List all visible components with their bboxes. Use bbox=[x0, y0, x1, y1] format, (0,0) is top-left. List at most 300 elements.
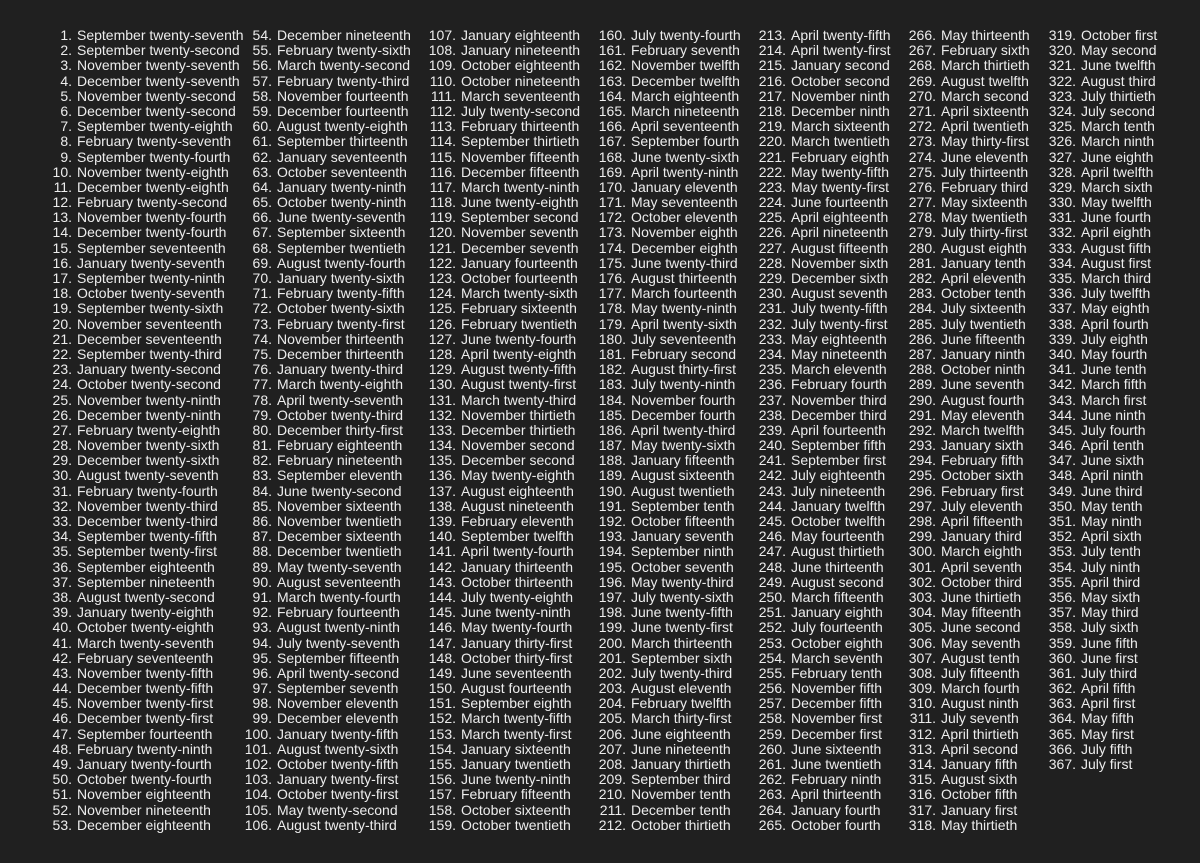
list-item bbox=[420, 195, 580, 210]
list-item bbox=[750, 104, 891, 119]
list-item-label: June thirteenth bbox=[791, 558, 884, 575]
list-item-number: 261. bbox=[758, 756, 786, 772]
list-item-label: December twenty-first bbox=[77, 710, 214, 727]
list-item-label: May fourteenth bbox=[791, 528, 885, 545]
list-item bbox=[420, 620, 580, 635]
list-item bbox=[420, 772, 580, 787]
list-item bbox=[420, 241, 580, 256]
list-item-number: 66. bbox=[252, 209, 272, 226]
list-item bbox=[750, 666, 891, 681]
list-item bbox=[900, 256, 1030, 271]
list-item-number: 334. bbox=[1048, 254, 1076, 271]
list-item bbox=[900, 119, 1030, 134]
list-item bbox=[1040, 575, 1157, 590]
list-item-number: 291. bbox=[908, 406, 936, 423]
list-item-number: 300. bbox=[908, 543, 936, 560]
list-item-label: December fifteenth bbox=[461, 163, 580, 180]
list-item-number: 162. bbox=[598, 57, 626, 74]
list-item-number: 366. bbox=[1048, 740, 1076, 757]
list-item-number: 269. bbox=[908, 72, 936, 89]
list-item-label: August thirty-first bbox=[631, 361, 737, 378]
list-item-number: 5. bbox=[60, 87, 72, 104]
list-item bbox=[420, 408, 580, 423]
list-item-label: June fifth bbox=[1081, 634, 1138, 651]
list-item-number: 251. bbox=[758, 604, 786, 621]
list-item bbox=[420, 256, 580, 271]
list-item bbox=[420, 301, 580, 316]
list-item bbox=[240, 803, 411, 818]
list-item-label: October thirty-first bbox=[461, 649, 573, 666]
list-item bbox=[900, 438, 1030, 453]
list-item bbox=[240, 742, 411, 757]
list-item-number: 50. bbox=[52, 771, 72, 788]
list-item-label: October ninth bbox=[941, 361, 1026, 378]
list-item-label: October sixteenth bbox=[461, 801, 571, 818]
list-item-number: 104. bbox=[244, 786, 272, 803]
list-item bbox=[750, 119, 891, 134]
list-item bbox=[900, 818, 1030, 833]
list-item bbox=[750, 742, 891, 757]
list-item bbox=[900, 43, 1030, 58]
list-item-label: February seventeenth bbox=[77, 649, 214, 666]
list-item bbox=[240, 286, 411, 301]
list-item-number: 227. bbox=[758, 239, 786, 256]
list-item bbox=[420, 225, 580, 240]
list-item-label: July seventh bbox=[941, 710, 1019, 727]
list-item-number: 249. bbox=[758, 573, 786, 590]
list-item-number: 124. bbox=[428, 285, 456, 302]
list-item-number: 304. bbox=[908, 604, 936, 621]
list-item-number: 303. bbox=[908, 588, 936, 605]
list-item bbox=[420, 438, 580, 453]
list-item bbox=[750, 529, 891, 544]
list-item-number: 105. bbox=[244, 801, 272, 818]
list-item bbox=[900, 408, 1030, 423]
list-item-label: January twenty-second bbox=[77, 361, 221, 378]
list-item-label: February twelfth bbox=[631, 695, 732, 712]
list-item bbox=[40, 696, 244, 711]
list-item-number: 160. bbox=[598, 27, 626, 43]
list-item bbox=[240, 711, 411, 726]
list-item-number: 307. bbox=[908, 649, 936, 666]
list-item bbox=[750, 58, 891, 73]
list-item-number: 248. bbox=[758, 558, 786, 575]
list-item-number: 327. bbox=[1048, 148, 1076, 165]
list-item-label: July thirty-first bbox=[941, 224, 1028, 241]
list-item-number: 158. bbox=[428, 801, 456, 818]
list-item bbox=[590, 195, 741, 210]
list-item-label: February twenty-fourth bbox=[77, 482, 218, 499]
list-item-label: May nineteenth bbox=[791, 345, 887, 362]
list-item-number: 25. bbox=[52, 391, 72, 408]
list-item bbox=[900, 393, 1030, 408]
list-item-number: 362. bbox=[1048, 680, 1076, 697]
list-item-label: February first bbox=[941, 482, 1024, 499]
list-item-number: 305. bbox=[908, 619, 936, 636]
list-item-number: 210. bbox=[598, 786, 626, 803]
list-item-number: 187. bbox=[598, 437, 626, 454]
list-item-label: May thirtieth bbox=[941, 816, 1018, 833]
list-item-number: 216. bbox=[758, 72, 786, 89]
list-item-label: September twentieth bbox=[277, 239, 406, 256]
list-item bbox=[240, 317, 411, 332]
list-item-label: October twelfth bbox=[791, 513, 886, 529]
list-item bbox=[420, 165, 580, 180]
list-item bbox=[240, 620, 411, 635]
list-item-label: September sixteenth bbox=[277, 224, 406, 241]
list-item-number: 278. bbox=[908, 209, 936, 226]
list-item-number: 100. bbox=[244, 725, 272, 742]
list-item bbox=[40, 180, 244, 195]
list-item-label: August tenth bbox=[941, 649, 1020, 666]
list-item bbox=[750, 408, 891, 423]
list-item-label: March twenty-fifth bbox=[461, 710, 572, 727]
list-item bbox=[240, 757, 411, 772]
list-item-number: 211. bbox=[599, 801, 626, 818]
list-item-label: November fifteenth bbox=[461, 148, 580, 165]
list-item-label: April fifth bbox=[1081, 680, 1136, 697]
list-item-number: 236. bbox=[758, 376, 786, 393]
list-item-number: 102. bbox=[244, 756, 272, 772]
list-item-number: 146. bbox=[428, 619, 456, 636]
list-item-label: January thirtieth bbox=[631, 756, 731, 772]
list-item-label: October twenty-third bbox=[277, 406, 404, 423]
list-item-number: 313. bbox=[908, 740, 936, 757]
list-item-label: February sixth bbox=[941, 42, 1030, 59]
list-item bbox=[1040, 150, 1157, 165]
list-item-number: 63. bbox=[252, 163, 272, 180]
list-item bbox=[590, 514, 741, 529]
list-item-number: 3. bbox=[60, 57, 72, 74]
list-item-label: August nineteenth bbox=[461, 497, 574, 514]
list-item-label: April eleventh bbox=[941, 270, 1026, 286]
list-item bbox=[240, 438, 411, 453]
list-item-label: December ninth bbox=[791, 102, 890, 119]
list-item bbox=[40, 271, 244, 286]
list-item-number: 333. bbox=[1048, 239, 1076, 256]
list-item bbox=[240, 544, 411, 559]
list-item-label: November twenty-second bbox=[77, 87, 236, 104]
list-item bbox=[40, 104, 244, 119]
list-item-label: October fourth bbox=[791, 816, 881, 833]
list-item bbox=[750, 787, 891, 802]
list-item bbox=[1040, 104, 1157, 119]
list-item-label: December twenty-third bbox=[77, 513, 218, 529]
list-item bbox=[900, 757, 1030, 772]
list-item-label: December twenty-fifth bbox=[77, 680, 214, 697]
list-item-label: February twentieth bbox=[461, 315, 577, 332]
list-item-number: 149. bbox=[428, 664, 456, 681]
list-item-label: March fourth bbox=[941, 680, 1020, 697]
list-item-number: 314. bbox=[908, 756, 936, 772]
list-item-label: December eleventh bbox=[277, 710, 399, 727]
list-item-number: 294. bbox=[908, 452, 936, 469]
list-item-label: December twentieth bbox=[277, 543, 402, 560]
list-item-label: May twenty-ninth bbox=[631, 300, 737, 317]
list-item-number: 235. bbox=[758, 361, 786, 378]
list-item-label: July eleventh bbox=[941, 497, 1023, 514]
list-item-label: May seventeenth bbox=[631, 194, 738, 211]
list-item-number: 194. bbox=[598, 543, 626, 560]
list-item-label: April eighteenth bbox=[791, 209, 889, 226]
list-item-label: November seventh bbox=[461, 224, 579, 241]
list-item-number: 335. bbox=[1048, 270, 1076, 286]
list-item-number: 198. bbox=[598, 604, 626, 621]
list-item-number: 244. bbox=[758, 497, 786, 514]
list-item-label: June third bbox=[1081, 482, 1143, 499]
list-item-label: January twenty-ninth bbox=[277, 178, 407, 195]
list-item bbox=[420, 377, 580, 392]
list-item bbox=[590, 347, 741, 362]
list-item-number: 121. bbox=[428, 239, 456, 256]
list-item-number: 154. bbox=[428, 740, 456, 757]
list-item-label: October third bbox=[941, 573, 1022, 590]
list-item bbox=[590, 241, 741, 256]
list-item-number: 71. bbox=[252, 285, 272, 302]
list-item bbox=[900, 150, 1030, 165]
list-item-number: 296. bbox=[908, 482, 936, 499]
list-item-number: 188. bbox=[598, 452, 626, 469]
list-item-number: 128. bbox=[428, 345, 456, 362]
list-item-label: November sixth bbox=[791, 254, 889, 271]
list-item bbox=[1040, 620, 1157, 635]
list-item-label: September twenty-first bbox=[77, 543, 218, 560]
list-item bbox=[900, 165, 1030, 180]
list-item-label: April eighth bbox=[1081, 224, 1152, 241]
list-item-label: November second bbox=[461, 437, 575, 454]
list-item bbox=[750, 225, 891, 240]
list-item-label: March seventeenth bbox=[461, 87, 581, 104]
list-item bbox=[1040, 43, 1157, 58]
list-item-label: March twenty-first bbox=[461, 725, 572, 742]
list-item bbox=[420, 787, 580, 802]
list-item-number: 151. bbox=[428, 695, 456, 712]
list-item-number: 273. bbox=[908, 133, 936, 150]
list-item-number: 77. bbox=[252, 376, 272, 393]
list-item bbox=[900, 241, 1030, 256]
list-item bbox=[420, 590, 580, 605]
list-item bbox=[1040, 408, 1157, 423]
list-item-label: November twenty-first bbox=[77, 695, 214, 712]
list-item-label: December thirty-first bbox=[277, 421, 404, 438]
list-item-label: August first bbox=[1081, 254, 1152, 271]
list-item-number: 174. bbox=[598, 239, 626, 256]
list-item-number: 344. bbox=[1048, 406, 1076, 423]
list-item-number: 8. bbox=[60, 133, 72, 150]
list-item-number: 177. bbox=[598, 285, 626, 302]
list-item-label: January eighth bbox=[791, 604, 883, 621]
list-item bbox=[750, 818, 891, 833]
list-item-number: 203. bbox=[598, 680, 626, 697]
list-item-number: 133. bbox=[428, 421, 456, 438]
list-item-label: August twenty-eighth bbox=[277, 118, 408, 135]
list-item-number: 208. bbox=[598, 756, 626, 772]
list-item-number: 64. bbox=[252, 178, 272, 195]
list-item bbox=[420, 286, 580, 301]
list-item bbox=[240, 271, 411, 286]
list-item-label: January twelfth bbox=[791, 497, 886, 514]
list-item-label: January sixteenth bbox=[461, 740, 571, 757]
list-item-label: June fourteenth bbox=[791, 194, 889, 211]
list-item-label: January nineteenth bbox=[461, 42, 581, 59]
list-item bbox=[420, 742, 580, 757]
list-item-label: February ninth bbox=[791, 771, 882, 788]
list-item-label: January thirty-first bbox=[461, 634, 573, 651]
list-item-number: 140. bbox=[428, 528, 456, 545]
list-item-number: 169. bbox=[598, 163, 626, 180]
list-item bbox=[420, 468, 580, 483]
list-item-number: 51. bbox=[52, 786, 72, 803]
list-item bbox=[900, 210, 1030, 225]
list-item bbox=[590, 560, 741, 575]
list-item-number: 246. bbox=[758, 528, 786, 545]
list-item-number: 356. bbox=[1048, 588, 1076, 605]
list-item-label: January fourth bbox=[791, 801, 881, 818]
list-item-label: July fourth bbox=[1081, 421, 1146, 438]
list-item-label: June seventeenth bbox=[461, 664, 572, 681]
list-item-label: April twenty-ninth bbox=[631, 163, 739, 180]
list-item bbox=[900, 529, 1030, 544]
list-item-number: 75. bbox=[252, 345, 272, 362]
list-item-label: July third bbox=[1081, 664, 1138, 681]
list-item bbox=[240, 134, 411, 149]
list-item-number: 364. bbox=[1048, 710, 1076, 727]
list-item-label: September seventh bbox=[277, 680, 399, 697]
list-item-label: August eighth bbox=[941, 239, 1027, 256]
list-item-number: 341. bbox=[1048, 361, 1076, 378]
list-item-label: June sixteenth bbox=[791, 740, 882, 757]
list-item-label: January seventeenth bbox=[277, 148, 407, 165]
list-item-number: 197. bbox=[598, 588, 626, 605]
list-item bbox=[590, 620, 741, 635]
list-item-label: December sixteenth bbox=[277, 528, 402, 545]
list-item bbox=[1040, 514, 1157, 529]
list-item bbox=[420, 150, 580, 165]
list-item bbox=[1040, 286, 1157, 301]
list-item-number: 150. bbox=[428, 680, 456, 697]
list-item bbox=[590, 544, 741, 559]
list-item bbox=[240, 58, 411, 73]
list-item-number: 107. bbox=[428, 27, 456, 43]
list-item-number: 245. bbox=[758, 513, 786, 529]
list-item-number: 343. bbox=[1048, 391, 1076, 408]
list-item-label: April twenty-second bbox=[277, 664, 400, 681]
list-item bbox=[240, 104, 411, 119]
list-item-number: 212. bbox=[598, 816, 626, 833]
list-item-number: 257. bbox=[758, 695, 786, 712]
list-item-number: 267. bbox=[908, 42, 936, 59]
list-item bbox=[240, 605, 411, 620]
list-item-label: December twenty-second bbox=[77, 102, 236, 119]
list-item bbox=[1040, 666, 1157, 681]
list-item-label: July twenty-third bbox=[631, 664, 733, 681]
list-item-number: 326. bbox=[1048, 133, 1076, 150]
list-item-label: February third bbox=[941, 178, 1029, 195]
list-item bbox=[900, 74, 1030, 89]
list-item bbox=[240, 28, 411, 43]
list-item bbox=[590, 605, 741, 620]
list-item-label: May sixteenth bbox=[941, 194, 1028, 211]
list-item bbox=[40, 393, 244, 408]
list-item bbox=[40, 165, 244, 180]
list-item-label: May twentieth bbox=[941, 209, 1028, 226]
list-item bbox=[40, 150, 244, 165]
list-item bbox=[900, 362, 1030, 377]
list-item-number: 99. bbox=[252, 710, 272, 727]
list-item bbox=[240, 681, 411, 696]
list-item-number: 40. bbox=[52, 619, 72, 636]
list-item bbox=[40, 605, 244, 620]
list-item-number: 270. bbox=[908, 87, 936, 104]
list-item-number: 49. bbox=[52, 756, 72, 772]
list-item-number: 195. bbox=[598, 558, 626, 575]
list-item-number: 153. bbox=[428, 725, 456, 742]
list-item-number: 358. bbox=[1048, 619, 1076, 636]
list-item-number: 78. bbox=[252, 391, 272, 408]
list-item-label: October seventeenth bbox=[277, 163, 407, 180]
list-item bbox=[590, 757, 741, 772]
list-item-label: December seventh bbox=[461, 239, 579, 256]
list-item-label: November eleventh bbox=[277, 695, 399, 712]
list-item-label: August twenty-third bbox=[277, 816, 397, 833]
list-item bbox=[590, 134, 741, 149]
list-item bbox=[40, 332, 244, 347]
list-item-number: 238. bbox=[758, 406, 786, 423]
list-item-label: June twenty-fourth bbox=[461, 330, 577, 347]
list-item bbox=[240, 301, 411, 316]
list-item-number: 256. bbox=[758, 680, 786, 697]
list-item-label: September tenth bbox=[631, 497, 735, 514]
list-item-label: July eighteenth bbox=[791, 467, 886, 484]
list-item bbox=[900, 711, 1030, 726]
list-item bbox=[590, 787, 741, 802]
list-item-label: March twenty-fourth bbox=[277, 588, 401, 605]
list-item-number: 176. bbox=[598, 270, 626, 286]
list-item-label: April second bbox=[941, 740, 1019, 757]
list-item bbox=[420, 28, 580, 43]
list-item-number: 363. bbox=[1048, 695, 1076, 712]
list-item-number: 85. bbox=[252, 497, 272, 514]
list-item-label: May second bbox=[1081, 42, 1157, 59]
list-item-number: 361. bbox=[1048, 664, 1076, 681]
list-item bbox=[40, 347, 244, 362]
list-item-label: June fifteenth bbox=[941, 330, 1026, 347]
list-item bbox=[240, 332, 411, 347]
list-item-label: June twenty-sixth bbox=[631, 148, 740, 165]
list-item-number: 60. bbox=[252, 118, 272, 135]
list-item-number: 155. bbox=[428, 756, 456, 772]
list-item bbox=[900, 286, 1030, 301]
list-item bbox=[590, 818, 741, 833]
list-item-number: 116. bbox=[429, 163, 456, 180]
list-item-label: December twenty-eighth bbox=[77, 178, 229, 195]
list-item-label: May fifteenth bbox=[941, 604, 1022, 621]
list-item-number: 31. bbox=[52, 482, 72, 499]
list-item bbox=[590, 393, 741, 408]
list-item bbox=[420, 58, 580, 73]
list-item-label: March fifteenth bbox=[791, 588, 884, 605]
list-item bbox=[1040, 696, 1157, 711]
list-item-number: 347. bbox=[1048, 452, 1076, 469]
list-item-label: May ninth bbox=[1081, 513, 1142, 529]
list-item bbox=[900, 620, 1030, 635]
list-item-number: 17. bbox=[52, 270, 72, 286]
list-item-label: September twenty-sixth bbox=[77, 300, 224, 317]
list-item-label: July twenty-first bbox=[791, 315, 888, 332]
list-item-number: 287. bbox=[908, 345, 936, 362]
list-item-number: 193. bbox=[598, 528, 626, 545]
list-item bbox=[240, 575, 411, 590]
